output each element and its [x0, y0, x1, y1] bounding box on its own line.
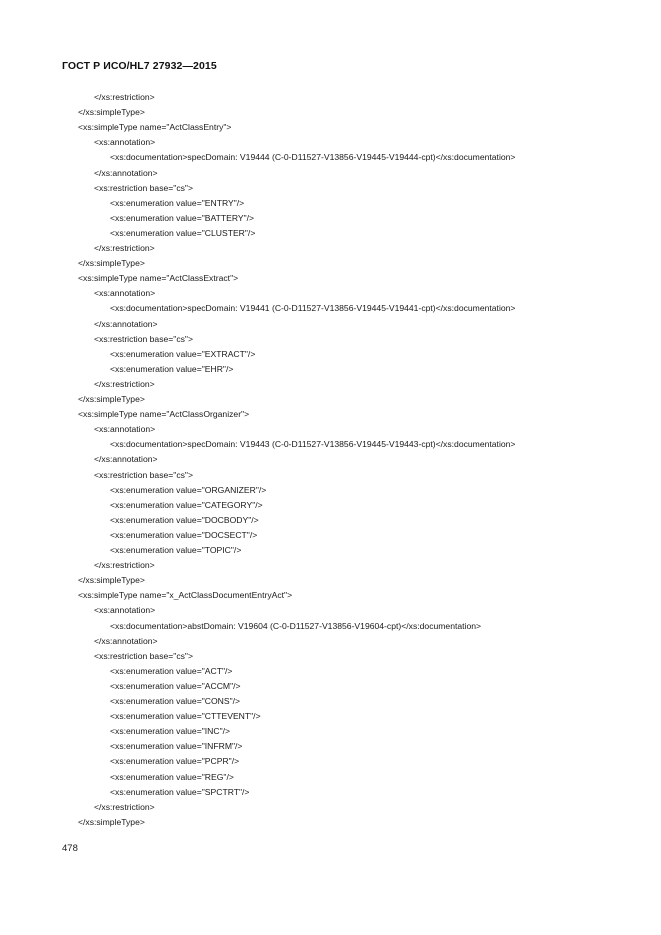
code-line: <xs:enumeration value="EHR"/> — [110, 363, 234, 374]
code-line: </xs:restriction> — [94, 801, 155, 812]
code-line: <xs:documentation>specDomain: V19444 (C-0-D11527-V13856-V19445-V19444-cpt)</xs:documentation> — [110, 152, 516, 163]
code-line: <xs:restriction base="cs"> — [94, 469, 194, 480]
code-line: <xs:simpleType name="ActClassOrganizer"> — [78, 409, 250, 420]
code-line: <xs:documentation>specDomain: V19443 (C-0-D11527-V13856-V19445-V19443-cpt)</xs:documentation> — [110, 439, 516, 450]
code-line: <xs:annotation> — [94, 605, 156, 616]
code-line: </xs:simpleType> — [78, 394, 145, 404]
code-line: </xs:annotation> — [94, 635, 158, 646]
code-line: <xs:enumeration value="SPCTRT"/> — [110, 786, 250, 797]
document-header-title: ГОСТ Р ИСО/HL7 27932—2015 — [62, 60, 217, 72]
code-line: </xs:annotation> — [94, 167, 158, 178]
code-line: </xs:annotation> — [94, 318, 158, 329]
code-line: </xs:simpleType> — [78, 258, 145, 269]
page-number: 478 — [62, 843, 78, 854]
code-line: <xs:restriction base="cs"> — [94, 333, 194, 344]
code-line: <xs:enumeration value="DOCSECT"/> — [110, 529, 258, 540]
code-line: <xs:simpleType name="x_ActClassDocumentEntryAct"> — [78, 590, 293, 601]
code-line: <xs:documentation>specDomain: V19441 (C-0-D11527-V13856-V19445-V19441-cpt)</xs:documentation> — [110, 303, 516, 314]
code-line: <xs:enumeration value="ORGANIZER"/> — [110, 484, 267, 495]
code-line: </xs:simpleType> — [78, 575, 145, 586]
code-line: <xs:enumeration value="BATTERY"/> — [110, 212, 255, 223]
code-line: <xs:enumeration value="ACCM"/> — [110, 680, 241, 691]
code-line: <xs:enumeration value="CTTEVENT"/> — [110, 711, 261, 722]
code-line: </xs:restriction> — [94, 243, 155, 253]
code-line: <xs:enumeration value="TOPIC"/> — [110, 545, 242, 555]
code-line: <xs:annotation> — [94, 288, 156, 299]
code-line: </xs:restriction> — [94, 378, 155, 389]
code-line: <xs:enumeration value="ENTRY"/> — [110, 197, 245, 208]
code-line: <xs:enumeration value="CLUSTER"/> — [110, 227, 256, 238]
code-line: <xs:restriction base="cs"> — [94, 182, 194, 193]
code-line: <xs:enumeration value="REG"/> — [110, 771, 234, 782]
code-line: <xs:simpleType name="ActClassExtract"> — [78, 273, 239, 284]
code-line: <xs:annotation> — [94, 137, 156, 148]
code-line: <xs:enumeration value="EXTRACT"/> — [110, 348, 256, 359]
code-line: <xs:documentation>abstDomain: V19604 (C-0-D11527-V13856-V19604-cpt)</xs:documentation> — [110, 620, 482, 631]
code-line: </xs:annotation> — [94, 454, 158, 465]
code-line: <xs:enumeration value="INFRM"/> — [110, 741, 243, 752]
code-line: <xs:annotation> — [94, 424, 156, 435]
code-line: </xs:restriction> — [94, 560, 155, 571]
code-line: <xs:enumeration value="CONS"/> — [110, 696, 241, 706]
code-line: <xs:enumeration value="DOCBODY"/> — [110, 514, 259, 525]
code-line: </xs:simpleType> — [78, 107, 145, 118]
code-line: <xs:enumeration value="ACT"/> — [110, 665, 233, 676]
code-line: </xs:restriction> — [94, 92, 155, 102]
code-line: <xs:enumeration value="PCPR"/> — [110, 756, 240, 767]
code-line: <xs:enumeration value="INC"/> — [110, 726, 231, 737]
code-line: </xs:simpleType> — [78, 816, 145, 827]
code-line: <xs:restriction base="cs"> — [94, 650, 194, 661]
code-line: <xs:simpleType name="ActClassEntry"> — [78, 122, 232, 133]
code-line: <xs:enumeration value="CATEGORY"/> — [110, 499, 263, 510]
